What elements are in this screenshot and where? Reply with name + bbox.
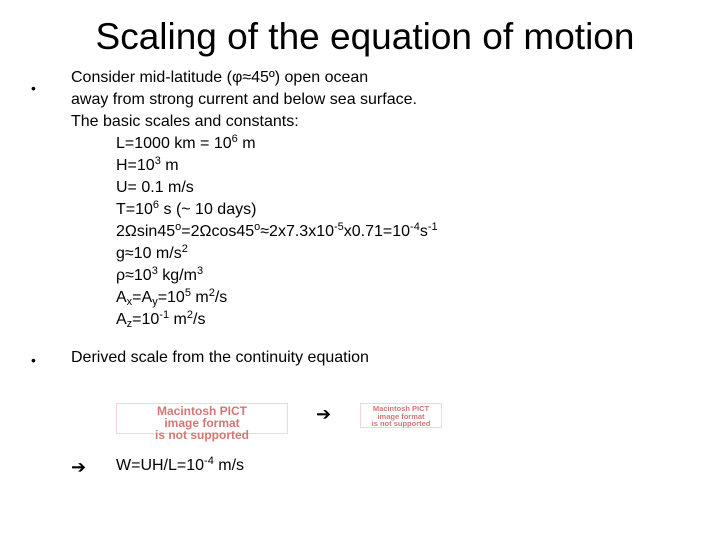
vertical-velocity-result: $W=UH/L=10^{-4}$ m/s: [116, 455, 245, 474]
scale-depth: $H=10^3$ m: [116, 155, 179, 174]
scale-horizontal-viscosity: $A_x=A_y=10^5$ $m^2/s$: [116, 287, 228, 308]
intro-text: [71, 67, 417, 133]
intro-line-2: away from strong current and below sea surface.: [71, 91, 417, 108]
pict-placeholder-small: Macintosh PICT image format is not supported: [360, 403, 442, 428]
intro-line-3: The basic scales and constants:: [71, 113, 299, 130]
derived-text: Derived scale from the continuity equation: [71, 349, 369, 366]
bullet-1: •: [31, 80, 36, 96]
pict-placeholder-large: Macintosh PICT image format is not supported: [116, 403, 288, 434]
arrow-icon: ➔: [71, 457, 87, 477]
scale-time: $T=10^6$ s (~ 10 days): [116, 199, 257, 218]
slide-title: Scaling of the equation of motion: [95, 16, 635, 57]
intro-line-1: Consider mid-latitude (φ≈45º) open ocean: [71, 69, 369, 86]
scale-density: $\rho\approx 10^3$ $kg/m^3$: [116, 265, 204, 284]
scale-coriolis: $2\Omega\sin 45^o=2\Omega\cos 45^o\approx 2x7.3x10^{-5}x0.71=10^{-4}s^{-1}$: [116, 221, 438, 240]
arrow-icon: ➔: [316, 404, 332, 424]
scale-vertical-viscosity: $A_z=10^{-1}$ $m^2/s$: [116, 309, 206, 330]
scale-length: L=1000 km = $10^6$ m: [116, 133, 256, 152]
scale-velocity: U= 0.1 m/s: [116, 179, 194, 196]
bullet-2: •: [31, 352, 36, 368]
scale-gravity: g≈10 $m/s^2$: [116, 243, 188, 262]
